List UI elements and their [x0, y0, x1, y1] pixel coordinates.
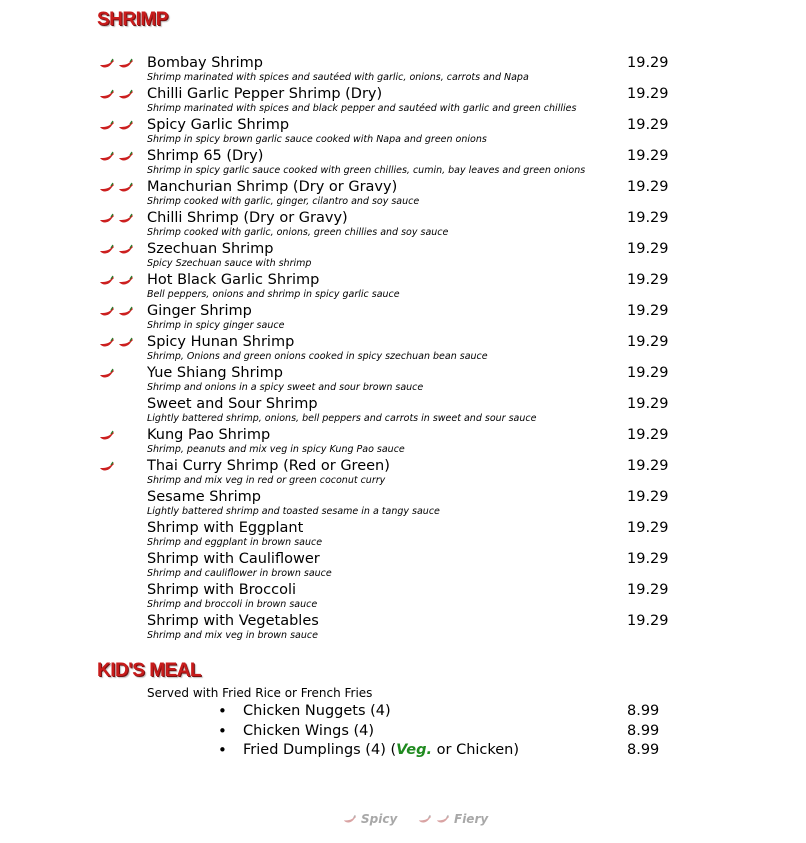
menu-item-name: Yue Shiang Shrimp [147, 365, 283, 381]
menu-item [0, 241, 806, 272]
bullet: • [218, 722, 227, 740]
spice-indicator [99, 213, 134, 225]
menu-item [0, 334, 806, 365]
menu-item [0, 55, 806, 86]
kids-meal-section-title: KID'S MEAL [97, 660, 202, 681]
menu-item-price: 19.29 [627, 179, 669, 195]
menu-item-name: Shrimp with Broccoli [147, 582, 297, 598]
chili-pepper-icon [99, 89, 115, 101]
chili-pepper-icon [118, 275, 134, 287]
menu-item-name: Chilli Shrimp (Dry or Gravy) [147, 210, 348, 226]
chili-pepper-icon [99, 368, 115, 380]
kids-item [0, 723, 806, 743]
menu-item-price: 19.29 [627, 117, 669, 133]
kids-item-name: Chicken Nuggets (4) [243, 703, 391, 719]
menu-item-name: Bombay Shrimp [147, 55, 263, 71]
menu-item-name: Shrimp with Eggplant [147, 520, 304, 536]
spice-indicator [99, 368, 115, 380]
menu-item-price: 19.29 [627, 427, 669, 443]
menu-item-name: Szechuan Shrimp [147, 241, 274, 257]
menu-item-price: 19.29 [627, 86, 669, 102]
spice-indicator [99, 461, 115, 473]
menu-item-price: 19.29 [627, 520, 669, 536]
menu-item [0, 396, 806, 427]
chili-pepper-icon [436, 814, 450, 825]
chili-pepper-icon [99, 430, 115, 442]
menu-item-price: 19.29 [627, 396, 669, 412]
menu-item [0, 551, 806, 582]
chili-pepper-icon [118, 244, 134, 256]
menu-item-price: 19.29 [627, 334, 669, 350]
chili-pepper-icon [118, 337, 134, 349]
menu-item-price: 19.29 [627, 303, 669, 319]
menu-item-name: Manchurian Shrimp (Dry or Gravy) [147, 179, 398, 195]
menu-item-description: Shrimp marinated with spices and black pepper and sautéed with garlic and green chillies [147, 103, 577, 114]
chili-pepper-icon [99, 120, 115, 132]
chili-pepper-icon [118, 120, 134, 132]
menu-item-name: Chilli Garlic Pepper Shrimp (Dry) [147, 86, 383, 102]
menu-item-description: Shrimp and onions in a spicy sweet and sour brown sauce [147, 382, 424, 393]
chili-pepper-icon [99, 182, 115, 194]
spice-indicator [99, 182, 134, 194]
veg-label: Veg. [396, 742, 433, 758]
menu-item [0, 365, 806, 396]
spice-indicator [99, 120, 134, 132]
menu-item-description: Lightly battered shrimp, onions, bell peppers and carrots in sweet and sour sauce [147, 413, 537, 424]
menu-item-name: Sweet and Sour Shrimp [147, 396, 318, 412]
chili-pepper-icon [99, 244, 115, 256]
menu-item-name: Shrimp with Vegetables [147, 613, 319, 629]
shrimp-section-title: SHRIMP [97, 9, 168, 30]
menu-item-name: Thai Curry Shrimp (Red or Green) [147, 458, 390, 474]
bullet: • [218, 702, 227, 720]
menu-item-description: Shrimp and mix veg in red or green coconut curry [147, 475, 386, 486]
menu-item-description: Shrimp marinated with spices and sautéed with garlic, onions, carrots and Napa [147, 72, 529, 83]
spice-indicator [99, 306, 134, 318]
chili-pepper-icon [99, 213, 115, 225]
chili-pepper-icon [99, 151, 115, 163]
menu-item-description: Shrimp in spicy garlic sauce cooked with green chillies, cumin, bay leaves and green onions [147, 165, 586, 176]
chili-pepper-icon [118, 89, 134, 101]
menu-item-name: Spicy Garlic Shrimp [147, 117, 290, 133]
kids-item-price: 8.99 [627, 703, 660, 719]
menu-item-price: 19.29 [627, 272, 669, 288]
menu-item-name: Shrimp 65 (Dry) [147, 148, 264, 164]
menu-item-name: Sesame Shrimp [147, 489, 261, 505]
chili-pepper-icon [118, 213, 134, 225]
menu-item [0, 489, 806, 520]
menu-item [0, 272, 806, 303]
menu-item-description: Shrimp and eggplant in brown sauce [147, 537, 323, 548]
menu-item [0, 582, 806, 613]
menu-item-price: 19.29 [627, 148, 669, 164]
spice-indicator [99, 337, 134, 349]
chili-pepper-icon [99, 58, 115, 70]
kids-item-price: 8.99 [627, 723, 660, 739]
chili-pepper-icon [99, 337, 115, 349]
menu-item-description: Lightly battered shrimp and toasted sesame in a tangy sauce [147, 506, 440, 517]
chili-pepper-icon [118, 151, 134, 163]
kids-item-price: 8.99 [627, 742, 660, 758]
menu-item-description: Shrimp cooked with garlic, ginger, cilantro and soy sauce [147, 196, 420, 207]
chili-pepper-icon [118, 306, 134, 318]
menu-item-description: Shrimp, Onions and green onions cooked in spicy szechuan bean sauce [147, 351, 488, 362]
menu-item-price: 19.29 [627, 458, 669, 474]
menu-item-description: Shrimp in spicy ginger sauce [147, 320, 285, 331]
menu-item [0, 427, 806, 458]
menu-item-description: Shrimp, peanuts and mix veg in spicy Kung Pao sauce [147, 444, 405, 455]
menu-item-price: 19.29 [627, 241, 669, 257]
chili-pepper-icon [418, 814, 432, 825]
menu-item-price: 19.29 [627, 55, 669, 71]
chili-pepper-icon [99, 306, 115, 318]
spice-indicator [99, 430, 115, 442]
legend-spicy [343, 812, 397, 826]
spice-indicator [99, 89, 134, 101]
kids-item-name [243, 742, 519, 759]
menu-item [0, 613, 806, 644]
kids-item-name-part: Fried Dumplings (4) ( [243, 742, 397, 758]
menu-item-name: Kung Pao Shrimp [147, 427, 271, 443]
menu-item-price: 19.29 [627, 489, 669, 505]
menu-item-description: Spicy Szechuan sauce with shrimp [147, 258, 312, 269]
spice-indicator [99, 58, 134, 70]
menu-item [0, 179, 806, 210]
menu-item-name: Shrimp with Cauliflower [147, 551, 320, 567]
menu-item-price: 19.29 [627, 365, 669, 381]
kids-item [0, 703, 806, 723]
menu-item-description: Shrimp and cauliflower in brown sauce [147, 568, 332, 579]
menu-item [0, 117, 806, 148]
chili-pepper-icon [118, 58, 134, 70]
menu-item-description: Shrimp and broccoli in brown sauce [147, 599, 318, 610]
menu-item [0, 520, 806, 551]
menu-item-price: 19.29 [627, 210, 669, 226]
menu-item-description: Shrimp cooked with garlic, onions, green chillies and soy sauce [147, 227, 449, 238]
chili-pepper-icon [343, 814, 357, 825]
menu-item [0, 86, 806, 117]
menu-item-name: Ginger Shrimp [147, 303, 252, 319]
kids-item [0, 742, 806, 762]
chili-pepper-icon [99, 275, 115, 287]
menu-item-name: Spicy Hunan Shrimp [147, 334, 295, 350]
menu-item-description: Shrimp and mix veg in brown sauce [147, 630, 318, 641]
menu-item-description: Bell peppers, onions and shrimp in spicy garlic sauce [147, 289, 400, 300]
legend-spicy-label: Spicy [361, 812, 398, 826]
menu-item-price: 19.29 [627, 613, 669, 629]
spice-indicator [99, 151, 134, 163]
spice-indicator [99, 244, 134, 256]
kids-item-name-part: or Chicken) [432, 742, 520, 758]
legend-fiery [418, 812, 488, 826]
menu-item [0, 210, 806, 241]
bullet: • [218, 741, 227, 759]
legend-fiery-label: Fiery [454, 812, 489, 826]
menu-item [0, 148, 806, 179]
menu-item [0, 458, 806, 489]
menu-item-price: 19.29 [627, 582, 669, 598]
menu-item [0, 303, 806, 334]
chili-pepper-icon [118, 182, 134, 194]
menu-item-description: Shrimp in spicy brown garlic sauce cooked with Napa and green onions [147, 134, 487, 145]
menu-item-price: 19.29 [627, 551, 669, 567]
kids-served-note: Served with Fried Rice or French Fries [147, 686, 373, 700]
kids-item-name: Chicken Wings (4) [243, 723, 375, 739]
spice-indicator [99, 275, 134, 287]
menu-item-name: Hot Black Garlic Shrimp [147, 272, 320, 288]
chili-pepper-icon [99, 461, 115, 473]
